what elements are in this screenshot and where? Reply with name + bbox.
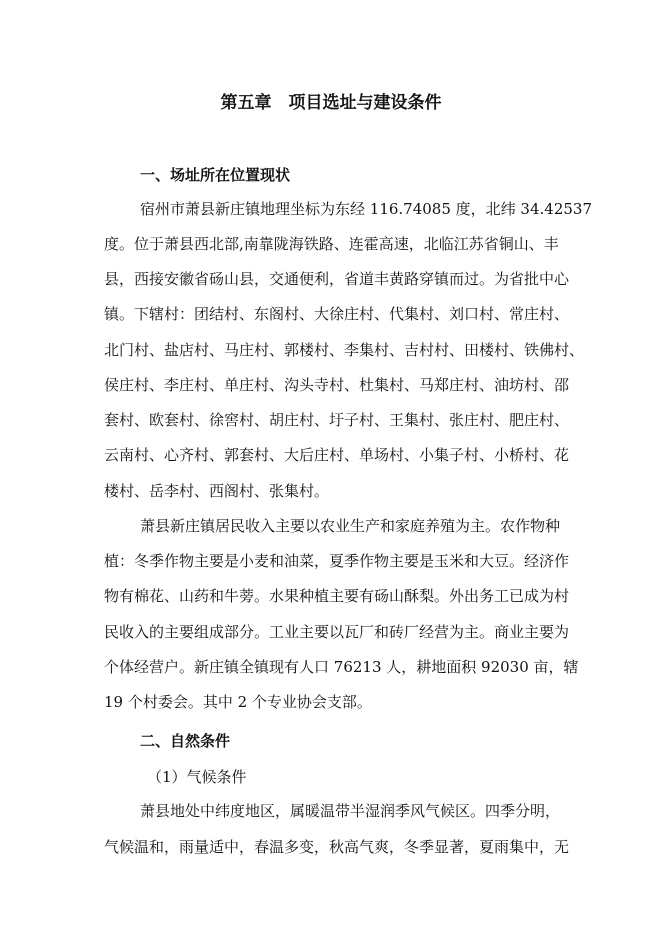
text-line: 个体经营户。新庄镇全镇现有人口 76213 人，耕地面积 92030 亩，辖 — [104, 658, 579, 676]
text-line: 萧县地处中纬度地区，属暖温带半湿润季风气候区。四季分明， — [140, 802, 561, 820]
text-line: 植：冬季作物主要是小麦和油菜，夏季作物主要是玉米和大豆。经济作 — [104, 552, 570, 570]
text-line: 楼村、岳李村、西阁村、张集村。 — [104, 482, 330, 500]
text-line: 套村、欧套村、徐窖村、胡庄村、圩子村、王集村、张庄村、肥庄村、 — [104, 411, 570, 429]
text-line: 北门村、盐店村、马庄村、郭楼村、李集村、吉村村、田楼村、铁佛村、 — [104, 341, 585, 359]
text-line: 县，西接安徽省砀山县，交通便利，省道丰黄路穿镇而过。为省批中心 — [104, 270, 570, 288]
section-heading-natural-conditions: 二、自然条件 — [140, 732, 231, 750]
text-line: 侯庄村、李庄村、单庄村、沟头寺村、杜集村、马郑庄村、油坊村、邵 — [104, 376, 570, 394]
text-line: 萧县新庄镇居民收入主要以农业生产和家庭养殖为主。农作物种 — [140, 517, 561, 535]
text-line: 宿州市萧县新庄镇地理坐标为东经 116.74085 度，北纬 34.42537 — [140, 200, 592, 218]
text-line: 云南村、心齐村、郭套村、大后庄村、单场村、小集子村、小桥村、花 — [104, 446, 570, 464]
text-line: 镇。下辖村：团结村、东阁村、大徐庄村、代集村、刘口村、常庄村、 — [104, 305, 570, 323]
text-line: 19 个村委会。其中 2 个专业协会支部。 — [104, 693, 372, 711]
text-line: 民收入的主要组成部分。工业主要以瓦厂和砖厂经营为主。商业主要为 — [104, 623, 570, 641]
subheading-climate: （1）气候条件 — [147, 768, 247, 786]
text-line: 物有棉花、山药和牛蒡。水果种植主要有砀山酥梨。外出务工已成为村 — [104, 587, 570, 605]
chapter-title: 第五章 项目选址与建设条件 — [220, 93, 442, 113]
section-heading-location: 一、场址所在位置现状 — [140, 166, 291, 184]
text-line: 度。位于萧县西北部,南靠陇海铁路、连霍高速，北临江苏省铜山、丰 — [104, 235, 559, 253]
text-line: 气候温和，雨量适中，春温多变，秋高气爽，冬季显著，夏雨集中，无 — [104, 838, 570, 856]
